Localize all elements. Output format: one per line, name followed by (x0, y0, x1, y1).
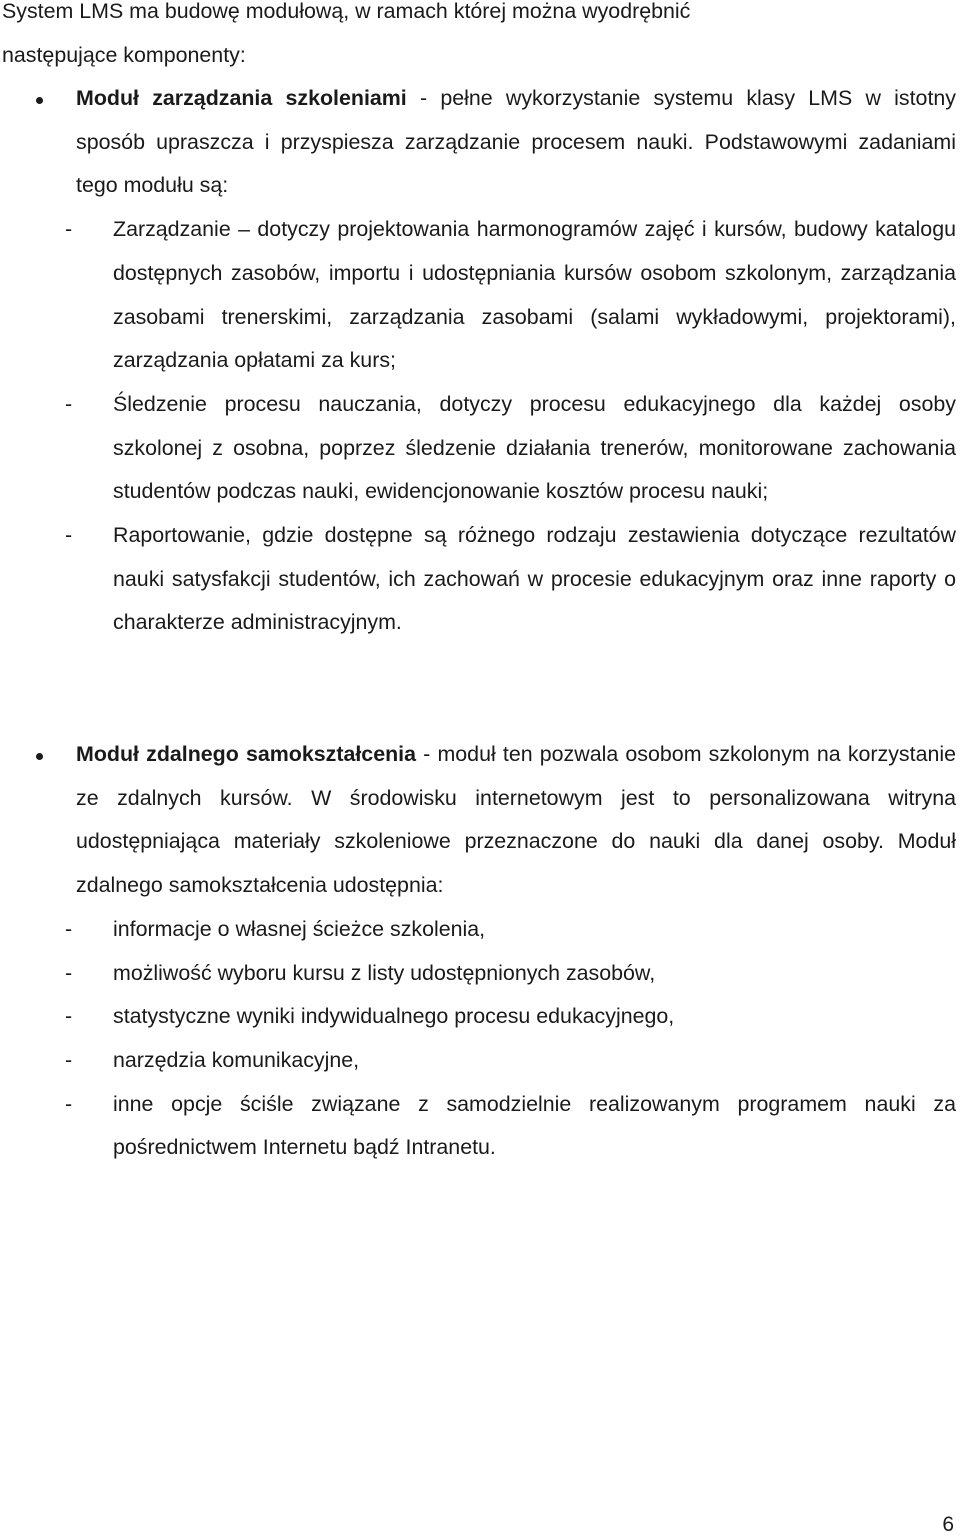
module-self-learning-description: - moduł ten pozwala osobom szkolonym na korzystanie ze zdalnych kursów. W środowisku internetowym jest to personalizowana witryna udostępniająca materiały szkoleniowe przeznaczone do nauki dla danej osoby. Moduł zdalnego samokształcenia udostępnia: (76, 742, 957, 898)
dash-marker: - (65, 916, 73, 941)
dash-marker: - (65, 217, 73, 242)
intro-line-2: następujące komponenty: (2, 42, 246, 67)
dash-marker: - (65, 960, 73, 985)
dash-marker: - (65, 523, 73, 548)
list-item-text: statystyczne wyniki indywidualnego procesu edukacyjnego, (113, 1004, 675, 1029)
list-item-text: możliwość wyboru kursu z listy udostępnionych zasobów, (113, 960, 656, 985)
module-self-learning-lead (76, 733, 956, 908)
list-item (65, 908, 956, 952)
bullet-icon (36, 97, 43, 104)
module-self-learning-section (65, 733, 957, 1170)
list-item (65, 952, 956, 996)
page-number: 6 (942, 1513, 954, 1536)
list-item-text: inne opcje ściśle związane z samodzielnie realizowanym programem nauki za pośrednictwem Internetu bądź Intranetu. (113, 1091, 956, 1160)
list-item-text: informacje o własnej ścieżce szkolenia, (113, 916, 486, 941)
intro-paragraph (2, 0, 954, 77)
dash-marker: - (65, 1004, 73, 1029)
module-management-subtitle: Podstawowymi zadaniami tego modułu są: (76, 129, 956, 198)
dash-marker: - (65, 391, 73, 416)
module-management-lead (76, 77, 956, 208)
list-item (65, 1083, 956, 1170)
list-item (65, 383, 956, 514)
list-item-text: narzędzia komunikacyjne, (113, 1047, 360, 1072)
intro-line-1: System LMS ma budowę modułową, w ramach której można wyodrębnić (2, 0, 691, 23)
list-item-text: Zarządzanie – dotyczy projektowania harmonogramów zajęć i kursów, budowy katalogu dostępnych zasobów, importu i udostępniania kursów osobom szkolonym, zarządzania zasobami trenerskimi, zarządzania zasobami (salami wykładowymi, projektorami), zarządzania opłatami za kurs; (113, 217, 956, 373)
dash-marker: - (65, 1091, 73, 1116)
bullet-icon (36, 753, 43, 760)
module-management-section (65, 77, 956, 645)
list-item (65, 208, 956, 383)
dash-marker: - (65, 1047, 73, 1072)
list-item-text: Śledzenie procesu nauczania, dotyczy procesu edukacyjnego dla każdej osoby szkolonej z osobna, poprzez śledzenie działania trenerów, monitorowane zachowania studentów podczas nauki, ewidencjonowanie kosztów procesu nauki; (113, 391, 956, 504)
list-item (65, 514, 956, 645)
list-item (65, 1039, 956, 1083)
list-item (65, 995, 956, 1039)
module-management-title: Moduł zarządzania szkoleniami (76, 86, 407, 110)
module-management-description: - pełne wykorzystanie systemu klasy LMS w istotny sposób upraszcza i przyspiesza zarządzanie procesem nauki. (76, 86, 956, 154)
module-self-learning-title: Moduł zdalnego samokształcenia (76, 742, 417, 766)
list-item-text: Raportowanie, gdzie dostępne są różnego rodzaju zestawienia dotyczące rezultatów nauki satysfakcji studentów, ich zachowań w procesie edukacyjnym oraz inne raporty o charakterze administracyjnym. (113, 523, 956, 635)
